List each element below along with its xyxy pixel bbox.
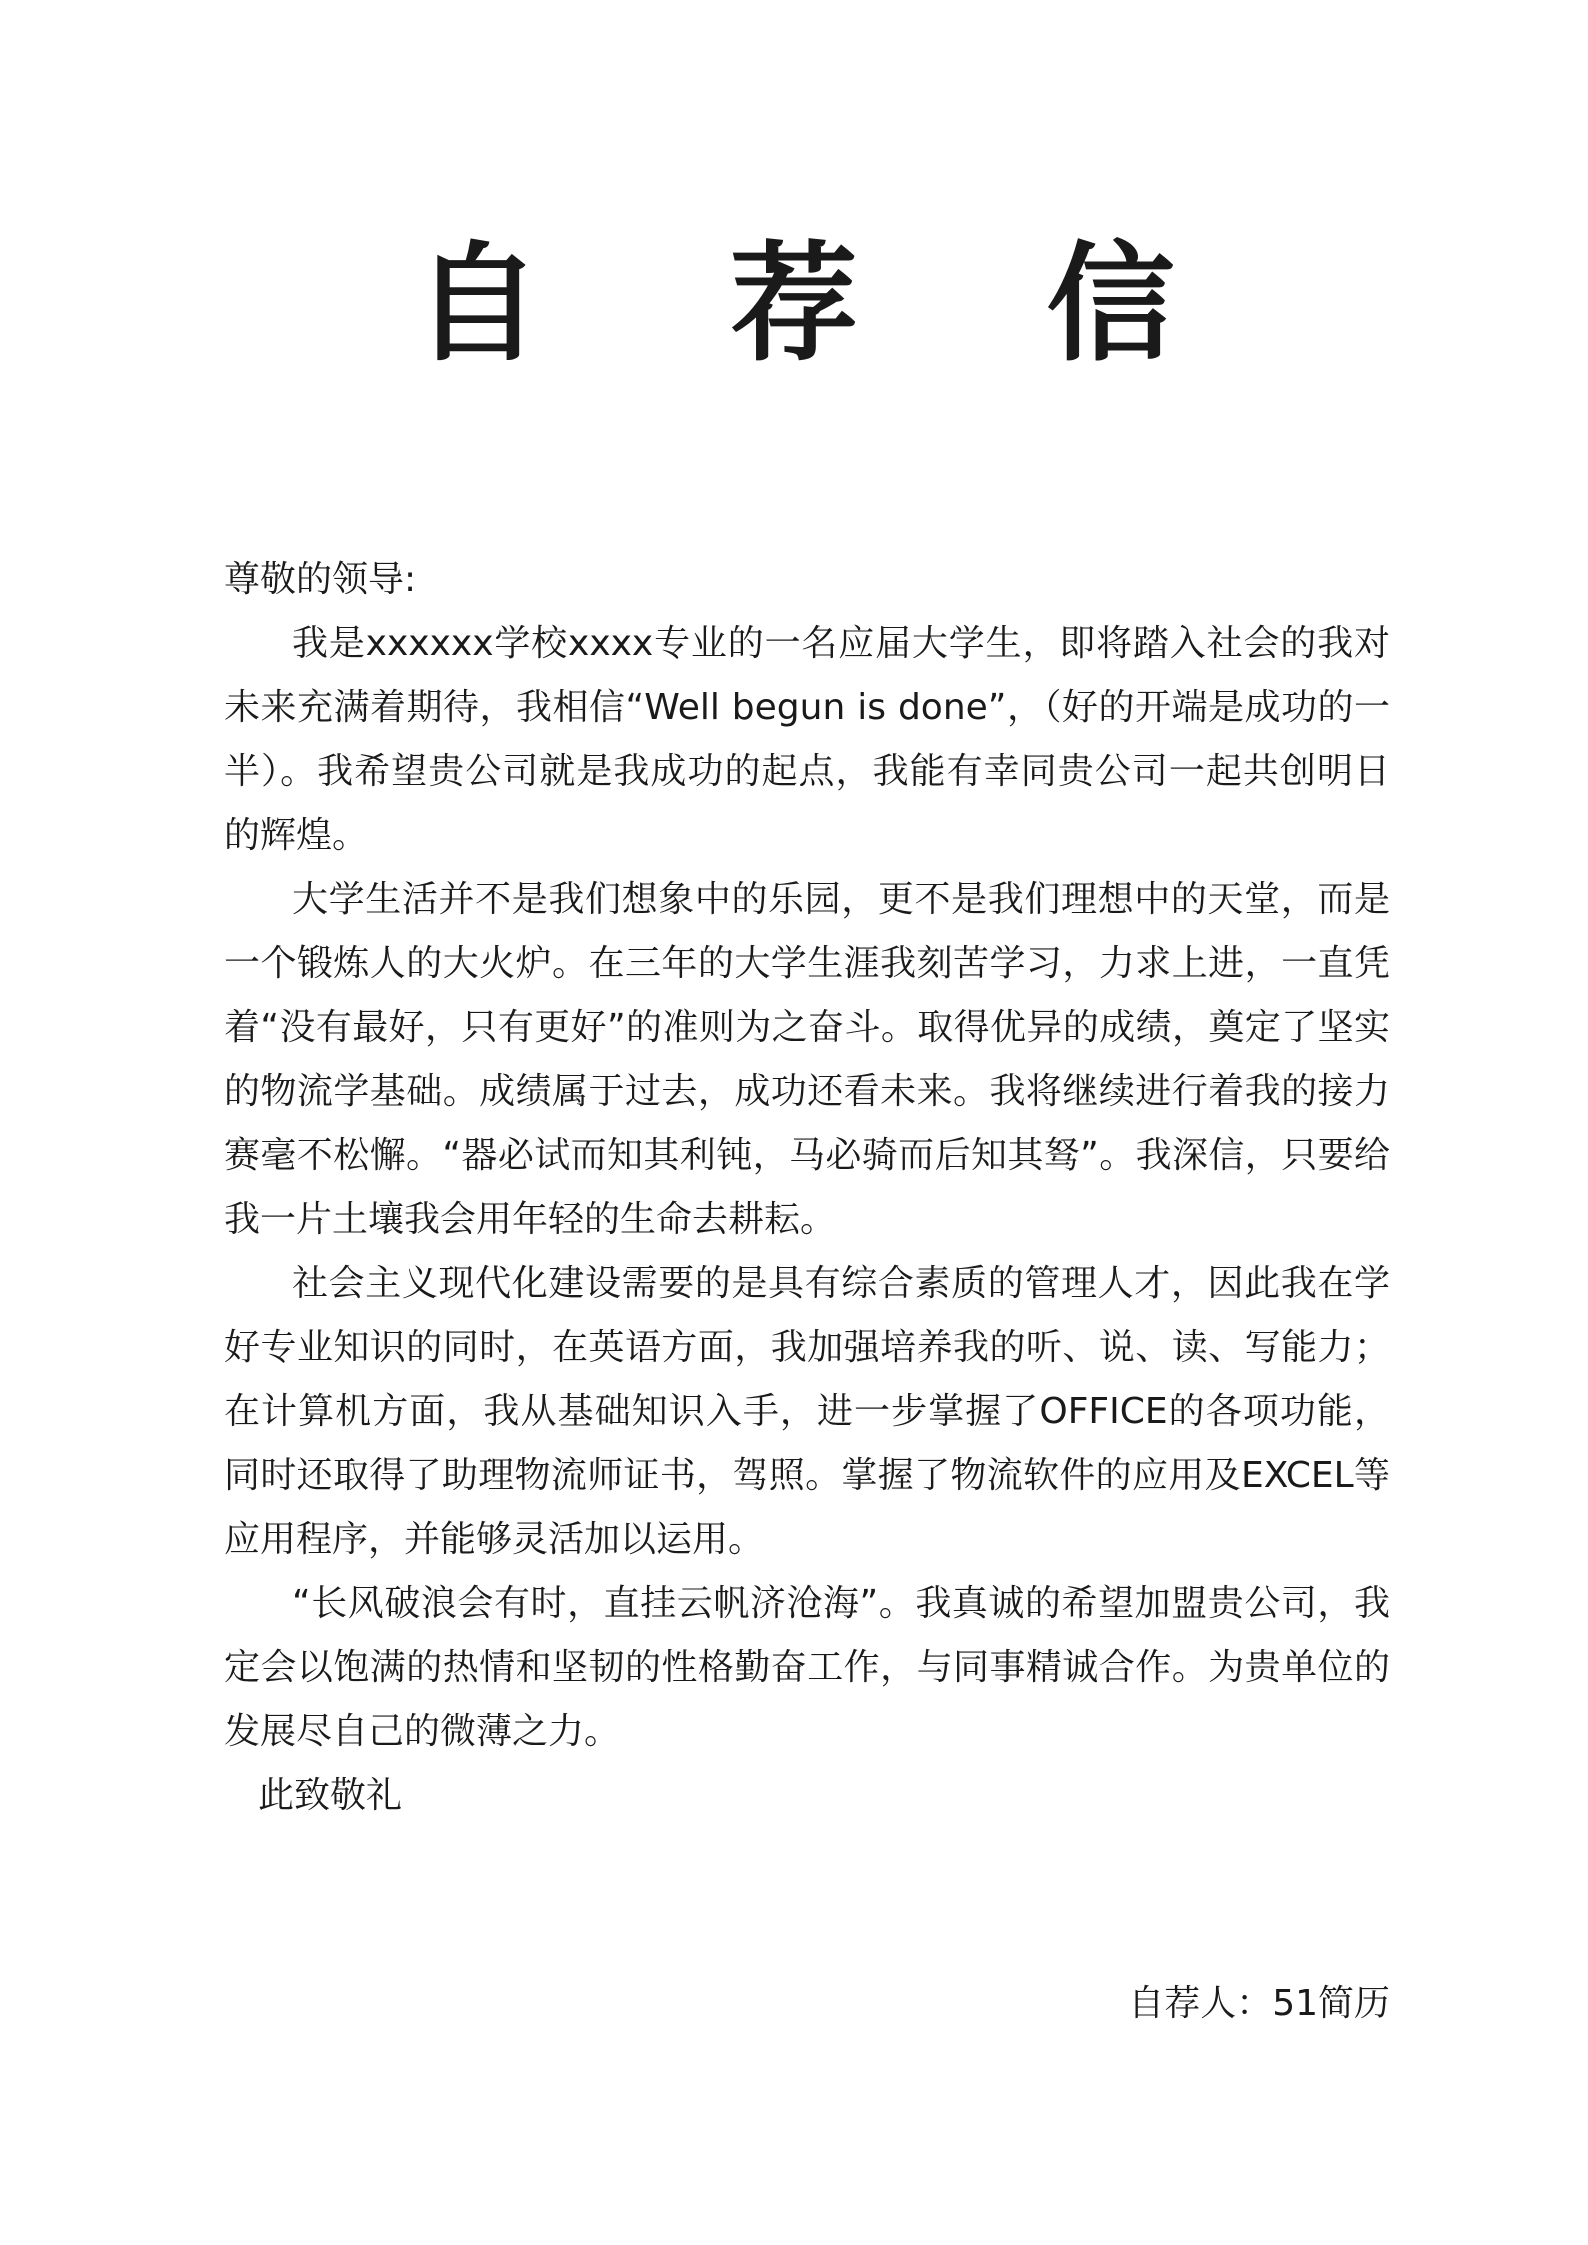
signature: 自荐人：51简历 — [1128, 1983, 1390, 2024]
letter-body — [224, 548, 1390, 1828]
salutation: 尊敬的领导: — [224, 559, 417, 600]
paragraph-skills: 社会主义现代化建设需要的是具有综合素质的管理人才，因此我在学好专业知识的同时，在英语方面，我加强培养我的听、说、读、写能力；在计算机方面，我从基础知识入手，进一步掌握了OFFICE的各项功能，同时还取得了助理物流师证书，驾照。掌握了物流软件的应用及EXCEL等应用程序，并能够灵活加以运用。 — [224, 1263, 1390, 1560]
paragraph-university-life: 大学生活并不是我们想象中的乐园，更不是我们理想中的天堂，而是一个锻炼人的大火炉。在三年的大学生涯我刻苦学习，力求上进，一直凭着“没有最好，只有更好”的准则为之奋斗。取得优异的成绩，奠定了坚实的物流学基础。成绩属于过去，成功还看未来。我将继续进行着我的接力赛毫不松懈。“器必试而知其利钝，马必骑而后知其驽”。我深信，只要给我一片土壤我会用年轻的生命去耕耘。 — [224, 879, 1390, 1240]
page-title: 自 荐 信 — [413, 230, 1247, 379]
paragraph-conclusion: “长风破浪会有时，直挂云帆济沧海”。我真诚的希望加盟贵公司，我定会以饱满的热情和坚韧的性格勤奋工作，与同事精诚合作。为贵单位的发展尽自己的微薄之力。 — [224, 1583, 1390, 1752]
closing-line: 此致敬礼 — [258, 1775, 403, 1816]
paragraph-intro: 我是xxxxxx学校xxxx专业的一名应届大学生，即将踏入社会的我对未来充满着期待，我相信“Well begun is done”，（好的开端是成功的一半）。我希望贵公司就是我成功的起点，我能有幸同贵公司一起共创明日的辉煌。 — [224, 623, 1390, 856]
